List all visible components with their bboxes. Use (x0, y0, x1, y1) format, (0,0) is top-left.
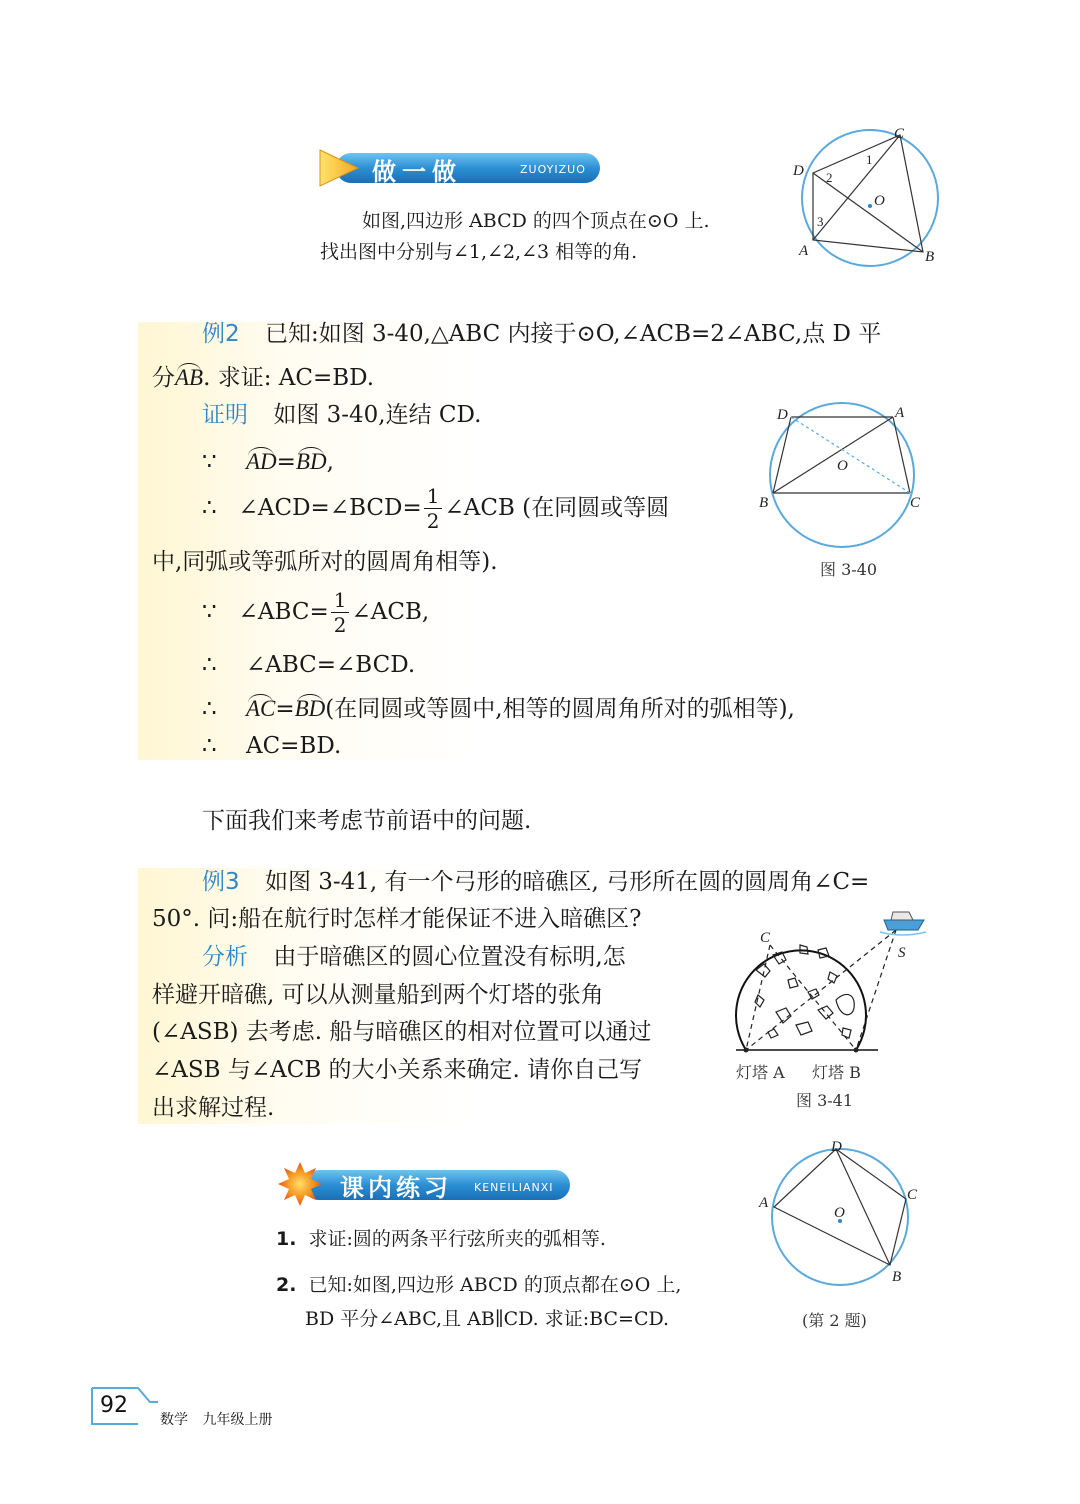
arc-ac: AC (245, 696, 276, 721)
proof-step1: ∵ AD=BD, (202, 449, 334, 475)
example2-label: 例2 (202, 321, 240, 347)
example3-line2: 50°. 问:船在航行时怎样才能保证不进入暗礁区? (152, 906, 642, 932)
banner-keneilianxi-title: 课内练习 (340, 1174, 452, 1202)
proof-step6: ∴ AC=BD. (202, 733, 342, 759)
label-o: O (834, 1205, 845, 1221)
practice-q2: 2. 已知:如图,四边形 ABCD 的顶点都在⊙O 上, (276, 1274, 682, 1296)
proof-label: 证明 (202, 402, 248, 428)
label-angle-1: 1 (866, 152, 873, 167)
example2-line1 (202, 323, 881, 346)
figure-quadrilateral-abcd (780, 120, 960, 270)
label-d: D (793, 163, 804, 179)
analysis-line5: 出求解过程. (152, 1095, 275, 1121)
label-d: D (831, 1139, 842, 1155)
proof-step2: ∴ ∠ACD=∠BCD= $\frac{1}{2}$ ∠ACB (在同圆或等圆 (202, 484, 670, 533)
label-d: D (777, 407, 788, 423)
example2-line2: 分AB. 求证: AC=BD. (152, 365, 375, 391)
proof-step3: ∵ ∠ABC= $\frac{1}{2}$ ∠ACB, (202, 588, 430, 637)
label-a: A (895, 405, 905, 421)
sun-burst-icon (278, 1162, 322, 1206)
chord-ca (893, 417, 910, 493)
banner-zuoyizuo (318, 148, 602, 188)
lighthouse-a-label: 灯塔 A (736, 1063, 785, 1082)
chord-bd (773, 417, 791, 493)
example2-given: 已知:如图 3-40,△ABC 内接于⊙O,∠ACB=2∠ABC,点 D 平 (264, 321, 882, 347)
figure-3-40 (755, 395, 935, 560)
ship-icon (880, 912, 926, 935)
proof-step4: ∴ ∠ABC=∠BCD. (202, 652, 416, 678)
label-o: O (874, 193, 885, 209)
label-c: C (907, 1187, 918, 1203)
label-s: S (898, 945, 906, 961)
figure-3-40-caption: 图 3-40 (820, 560, 878, 579)
analysis-line1: 分析 由于暗礁区的圆心位置没有标明,怎 (202, 944, 626, 970)
label-b: B (892, 1269, 902, 1285)
practice-q1: 1. 求证:圆的两条平行弦所夹的弧相等. (276, 1228, 606, 1250)
section1-line1: 如图,四边形 ABCD 的四个顶点在⊙O 上. (362, 210, 710, 232)
label-angle-2: 2 (826, 170, 833, 185)
lighthouse-b-marker (854, 1048, 859, 1053)
label-c: C (894, 126, 905, 142)
label-angle-3: 3 (817, 214, 824, 229)
figure-3-41 (718, 900, 948, 1070)
figure-question-2 (752, 1135, 932, 1300)
book-title: 数学 九年级上册 (160, 1412, 273, 1428)
label-o: O (837, 458, 848, 474)
dashed-cd (791, 417, 910, 493)
label-b: B (759, 495, 769, 511)
proof-intro: 如图 3-40,连结 CD. (273, 402, 482, 428)
figure-diagonal-ac (813, 135, 900, 240)
fraction-half: $\frac{1}{2}$ (424, 486, 443, 531)
arc-ab: AB (175, 365, 204, 390)
label-b: B (925, 249, 935, 265)
fraction-half-2: $\frac{1}{2}$ (331, 590, 350, 635)
figure-circle (802, 130, 938, 266)
label-a: A (759, 1195, 769, 1211)
practice-q2-line2: BD 平分∠ABC,且 AB∥CD. 求证:BC=CD. (305, 1308, 670, 1330)
label-c: C (910, 495, 921, 511)
analysis-label: 分析 (202, 944, 248, 970)
page-number: 92 (100, 1393, 128, 1418)
arc-ad: AD (245, 449, 277, 474)
proof-step5: ∴ AC=BD(在同圆或等圆中,相等的圆周角所对的弧相等), (202, 696, 795, 722)
lighthouse-a-marker (744, 1048, 749, 1053)
label-c: C (760, 930, 771, 946)
arc-bd: BD (295, 449, 327, 474)
analysis-line3: (∠ASB) 去考虑. 船与暗礁区的相对位置可以通过 (152, 1019, 652, 1045)
banner-zuoyizuo-subtitle: ZUOYIZUO (520, 163, 586, 176)
section1-line2: 找出图中分别与∠1,∠2,∠3 相等的角. (320, 241, 638, 263)
figure-3-41-caption: 图 3-41 (796, 1091, 854, 1110)
figure-circle (770, 403, 914, 547)
label-a: A (799, 243, 809, 259)
analysis-line2: 样避开暗礁, 可以从测量船到两个灯塔的张角 (152, 982, 604, 1008)
chord-ab (773, 417, 893, 493)
figure-question-2-caption: (第 2 题) (802, 1311, 867, 1330)
analysis-line4: ∠ASB 与∠ACB 的大小关系来确定. 请你自己写 (152, 1057, 643, 1083)
lighthouse-b-label: 灯塔 B (812, 1063, 861, 1082)
arc-bd-2: BD (294, 696, 326, 721)
dashed-lines (746, 930, 896, 1050)
proof-step2-cont: 中,同弧或等弧所对的圆周角相等). (152, 549, 498, 575)
transition-text: 下面我们来考虑节前语中的问题. (202, 808, 532, 834)
banner-keneilianxi-subtitle: KENEILIANXI (474, 1181, 554, 1194)
banner-keneilianxi (278, 1160, 573, 1208)
proof-heading (202, 404, 481, 427)
example3-line1: 例3 如图 3-41, 有一个弓形的暗礁区, 弓形所在圆的圆周角∠C= (202, 869, 870, 895)
banner-zuoyizuo-title: 做一做 (372, 158, 462, 186)
figure-center-dot (868, 204, 872, 208)
example3-label: 例3 (202, 869, 240, 895)
